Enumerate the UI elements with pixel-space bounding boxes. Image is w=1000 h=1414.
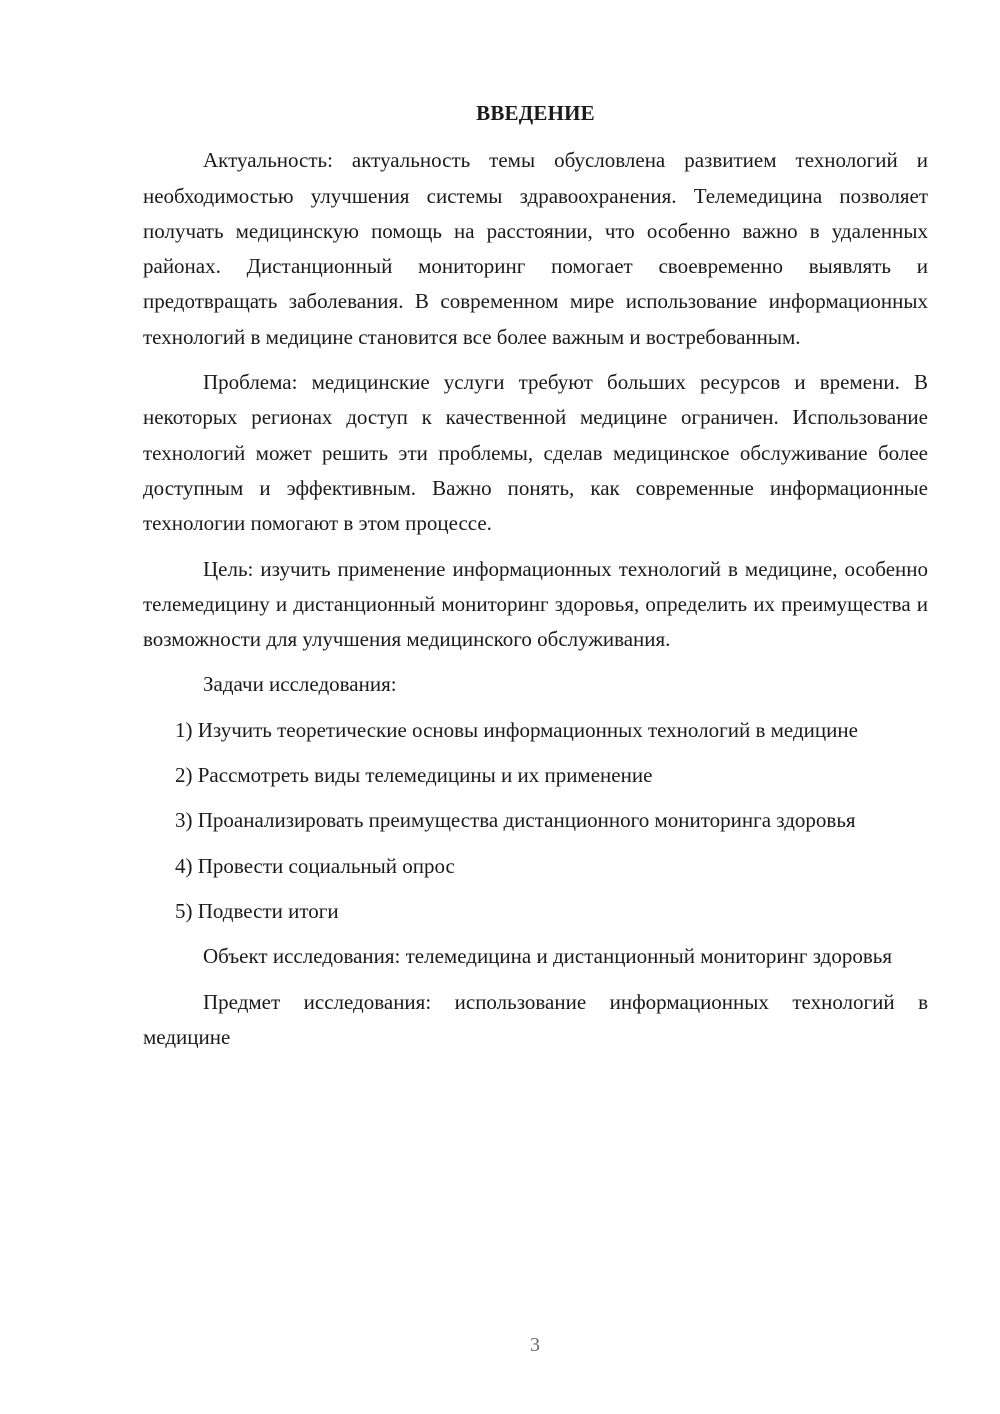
paragraph-relevance: Актуальность: актуальность темы обусловлена развитием технологий и необходимостью улучшения системы здравоохранения. Телемедицина позволяет получать медицинскую помощь на расстоянии, что особенно важно в удаленных районах. Дистанционный мониторинг помогает своевременно выявлять и предотвращать заболевания. В современном мире использование информационных технологий в медицине становится все более важным и востребованным. — [143, 148, 928, 349]
section-title: ВВЕДЕНИЕ — [476, 101, 595, 125]
paragraph-problem: Проблема: медицинские услуги требуют больших ресурсов и времени. В некоторых регионах доступ к качественной медицине ограничен. Использование технологий может решить эти проблемы, сделав медицинское обслуживание более доступным и эффективным. Важно понять, как современные информационные технологии помогают в этом процессе. — [143, 370, 928, 536]
paragraph-goal: Цель: изучить применение информационных технологий в медицине, особенно телемедицину и дистанционный мониторинг здоровья, определить их преимущества и возможности для улучшения медицинского обслуживания. — [143, 556, 928, 652]
paragraph-tasks-heading: Задачи исследования: — [203, 672, 397, 697]
paragraph-subject: Предмет исследования: использование информационных технологий в медицине — [143, 989, 928, 1049]
paragraph-object: Объект исследования: телемедицина и дистанционный мониторинг здоровья — [203, 944, 893, 969]
list-item: 5) Подвести итоги — [175, 898, 339, 923]
list-item: 1) Изучить теоретические основы информационных технологий в медицине — [175, 717, 858, 742]
list-item: 2) Рассмотреть виды телемедицины и их применение — [175, 763, 653, 788]
document-page — [143, 96, 928, 1065]
page-number: 3 — [530, 1334, 540, 1356]
list-item: 3) Проанализировать преимущества дистанционного мониторинга здоровья — [175, 808, 856, 833]
list-item: 4) Провести социальный опрос — [175, 853, 455, 878]
